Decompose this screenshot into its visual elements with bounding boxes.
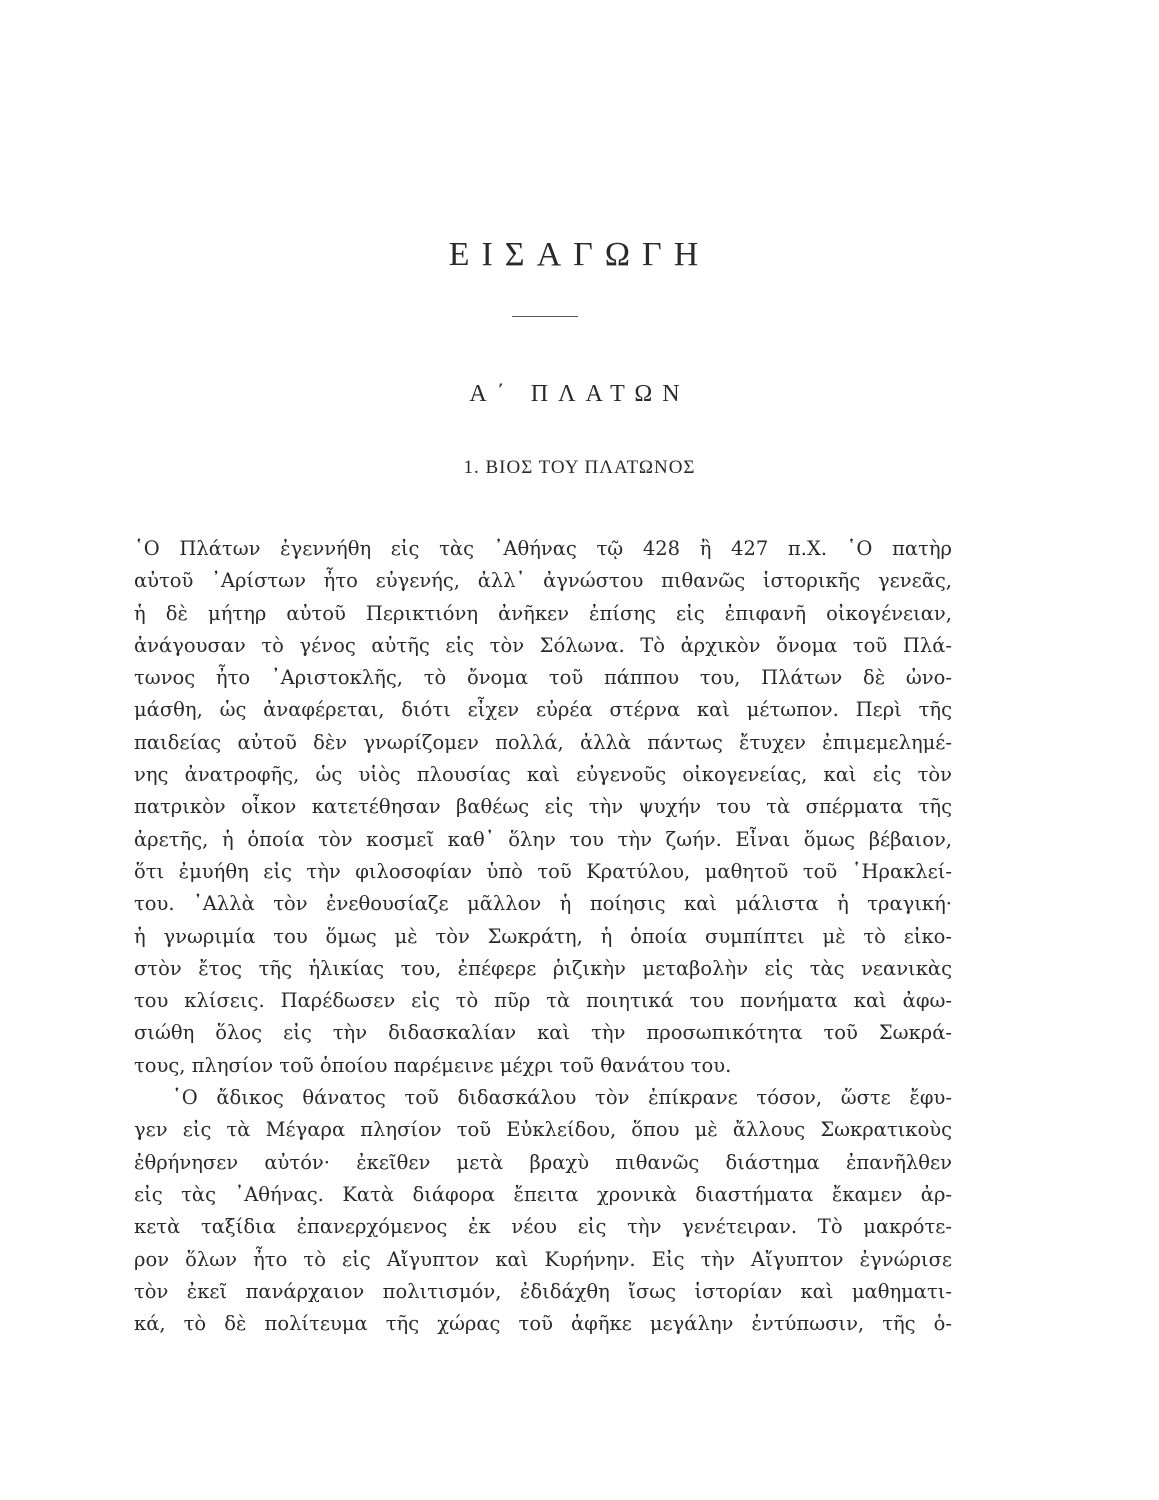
text-line: ρον ὅλων ἦτο τὸ εἰς Αἴγυπτον καὶ Κυρήνην. Εἰς τὴν Αἴγυπτον ἐγνώρισε: [134, 1247, 952, 1271]
title-divider: [512, 316, 578, 317]
text-line: ὅτι ἐμυήθη εἰς τὴν φιλοσοφίαν ὑπὸ τοῦ Κρατύλου, μαθητοῦ τοῦ ῾Ηρακλεί-: [134, 859, 952, 883]
text-line: πατρικὸν οἶκον κατετέθησαν βαθέως εἰς τὴν ψυχήν του τὰ σπέρματα τῆς: [134, 795, 952, 819]
text-line: μάσθη, ὡς ἀναφέρεται, διότι εἶχεν εὐρέα στέρνα καὶ μέτωπον. Περὶ τῆς: [134, 698, 952, 722]
text-line: του κλίσεις. Παρέδωσεν εἰς τὸ πῦρ τὰ ποιητικά του πονήματα καὶ ἀφω-: [134, 989, 952, 1013]
text-line: ἀρετῆς, ἡ ὁποία τὸν κοσμεῖ καθ᾿ ὅλην του τὴν ζωήν. Εἶναι ὅμως βέβαιον,: [134, 827, 952, 851]
text-line: τὸν ἐκεῖ πανάρχαιον πολιτισμόν, ἐδιδάχθη ἴσως ἱστορίαν καὶ μαθηματι-: [134, 1279, 952, 1303]
page-title: ΕΙΣΑΓΩΓΗ: [448, 236, 711, 273]
text-line: εἰς τὰς ᾿Αθήνας. Κατὰ διάφορα ἔπειτα χρονικὰ διαστήματα ἔκαμεν ἀρ-: [134, 1182, 952, 1206]
text-line: κετὰ ταξίδια ἐπανερχόμενος ἐκ νέου εἰς τὴν γενέτειραν. Τὸ μακρότε-: [134, 1215, 952, 1239]
part-title: Α΄ ΠΛΑΤΩΝ: [469, 381, 690, 407]
text-line: νης ἀνατροφῆς, ὡς υἱὸς πλουσίας καὶ εὐγενοῦς οἰκογενείας, καὶ εἰς τὸν: [134, 763, 952, 787]
text-line: ἐθρήνησεν αὐτόν· ἐκεῖθεν μετὰ βραχὺ πιθανῶς διάστημα ἐπανῆλθεν: [134, 1150, 952, 1174]
text-line: ἡ δὲ μήτηρ αὐτοῦ Περικτιόνη ἀνῆκεν ἐπίσης εἰς ἐπιφανῆ οἰκογένειαν,: [134, 601, 952, 625]
text-line: του. ᾿Αλλὰ τὸν ἐνεθουσίαζε μᾶλλον ἡ ποίησις καὶ μάλιστα ἡ τραγική·: [134, 892, 952, 916]
section-title: 1. ΒΙΟΣ ΤΟΥ ΠΛΑΤΩΝΟΣ: [463, 457, 696, 478]
text-line: αὐτοῦ ᾿Αρίστων ἦτο εὐγενής, ἀλλ᾿ ἀγνώστου πιθανῶς ἱστορικῆς γενεᾶς,: [134, 569, 952, 593]
text-line: σιώθη ὅλος εἰς τὴν διδασκαλίαν καὶ τὴν προσωπικότητα τοῦ Σωκρά-: [134, 1021, 952, 1045]
text-line: ῾Ο ἄδικος θάνατος τοῦ διδασκάλου τὸν ἐπίκρανε τόσον, ὥστε ἔφυ-: [172, 1086, 952, 1110]
text-line: ἀνάγουσαν τὸ γένος αὐτῆς εἰς τὸν Σόλωνα. Τὸ ἀρχικὸν ὄνομα τοῦ Πλά-: [134, 633, 952, 657]
text-line: στὸν ἔτος τῆς ἡλικίας του, ἐπέφερε ῥιζικὴν μεταβολὴν εἰς τὰς νεανικὰς: [134, 956, 952, 980]
text-line: παιδείας αὐτοῦ δὲν γνωρίζομεν πολλά, ἀλλὰ πάντως ἔτυχεν ἐπιμεμελημέ-: [134, 730, 952, 754]
body-text: [134, 533, 952, 1340]
text-line: ἡ γνωριμία του ὅμως μὲ τὸν Σωκράτη, ἡ ὁποία συμπίπτει μὲ τὸ εἰκο-: [134, 924, 952, 948]
text-line: κά, τὸ δὲ πολίτευμα τῆς χώρας τοῦ ἀφῆκε μεγάλην ἐντύπωσιν, τῆς ὁ-: [134, 1312, 952, 1336]
text-line: γεν εἰς τὰ Μέγαρα πλησίον τοῦ Εὐκλείδου, ὅπου μὲ ἄλλους Σωκρατικοὺς: [134, 1118, 952, 1142]
text-line: τους, πλησίον τοῦ ὁποίου παρέμεινε μέχρι τοῦ θανάτου του.: [134, 1053, 732, 1077]
text-line: τωνος ἦτο ᾿Αριστοκλῆς, τὸ ὄνομα τοῦ πάππου του, Πλάτων δὲ ὠνο-: [134, 666, 952, 690]
text-line: ῾Ο Πλάτων ἐγεννήθη εἰς τὰς ᾿Αθήνας τῷ 428 ἢ 427 π.Χ. ῾Ο πατὴρ: [134, 537, 952, 560]
